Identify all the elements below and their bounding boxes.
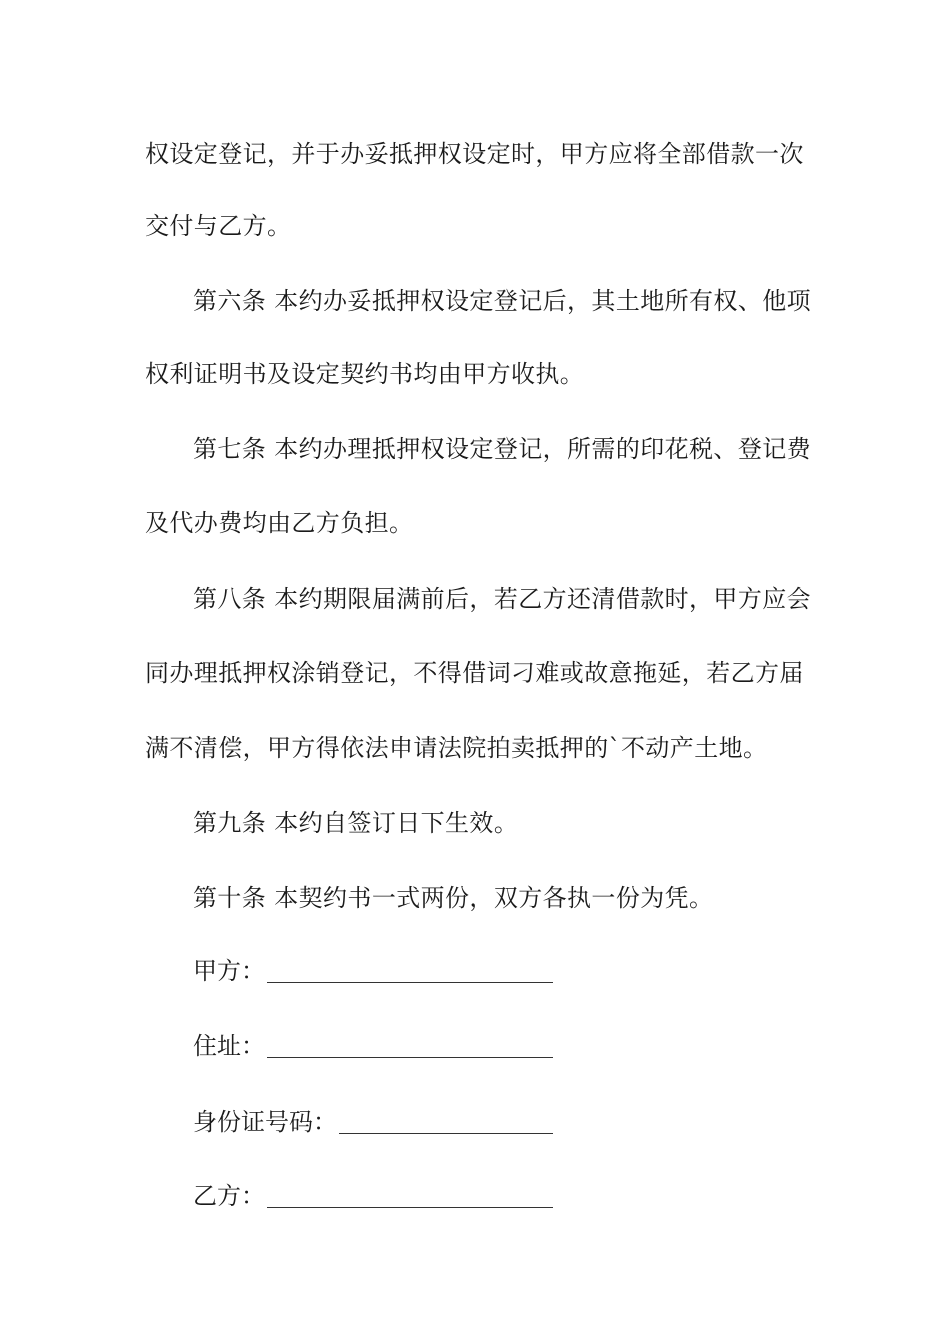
party-b-blank[interactable] xyxy=(267,1185,553,1208)
body-line-1: 权设定登记，并于办妥抵押权设定时，甲方应将全部借款一次 xyxy=(145,140,804,168)
article-6-line-1: 第六条 本约办妥抵押权设定登记后，其土地所有权、他项 xyxy=(193,287,812,315)
body-line-2: 交付与乙方。 xyxy=(145,212,292,240)
party-a-blank[interactable] xyxy=(267,960,553,983)
party-b-label: 乙方： xyxy=(193,1182,265,1210)
address-field xyxy=(193,1030,553,1062)
id-number-label: 身份证号码： xyxy=(193,1108,337,1136)
article-7-line-1: 第七条 本约办理抵押权设定登记，所需的印花税、登记费 xyxy=(193,435,812,463)
article-7-line-2: 及代办费均由乙方负担。 xyxy=(145,509,414,537)
article-8-line-2: 同办理抵押权涂销登记，不得借词刁难或故意拖延，若乙方届 xyxy=(145,659,804,687)
article-8-line-3: 满不清偿，甲方得依法申请法院拍卖抵押的`不动产土地。 xyxy=(145,734,768,762)
address-blank[interactable] xyxy=(267,1035,553,1058)
article-8-line-1: 第八条 本约期限届满前后，若乙方还清借款时，甲方应会 xyxy=(193,585,812,613)
id-number-field xyxy=(193,1106,553,1138)
party-a-label: 甲方： xyxy=(193,957,265,985)
party-b-field xyxy=(193,1180,553,1212)
article-9-line: 第九条 本约自签订日下生效。 xyxy=(193,809,519,837)
id-number-blank[interactable] xyxy=(339,1111,553,1134)
article-6-line-2: 权利证明书及设定契约书均由甲方收执。 xyxy=(145,360,585,388)
party-a-field xyxy=(193,955,553,987)
address-label: 住址： xyxy=(193,1032,265,1060)
article-10-line: 第十条 本契约书一式两份，双方各执一份为凭。 xyxy=(193,884,714,912)
